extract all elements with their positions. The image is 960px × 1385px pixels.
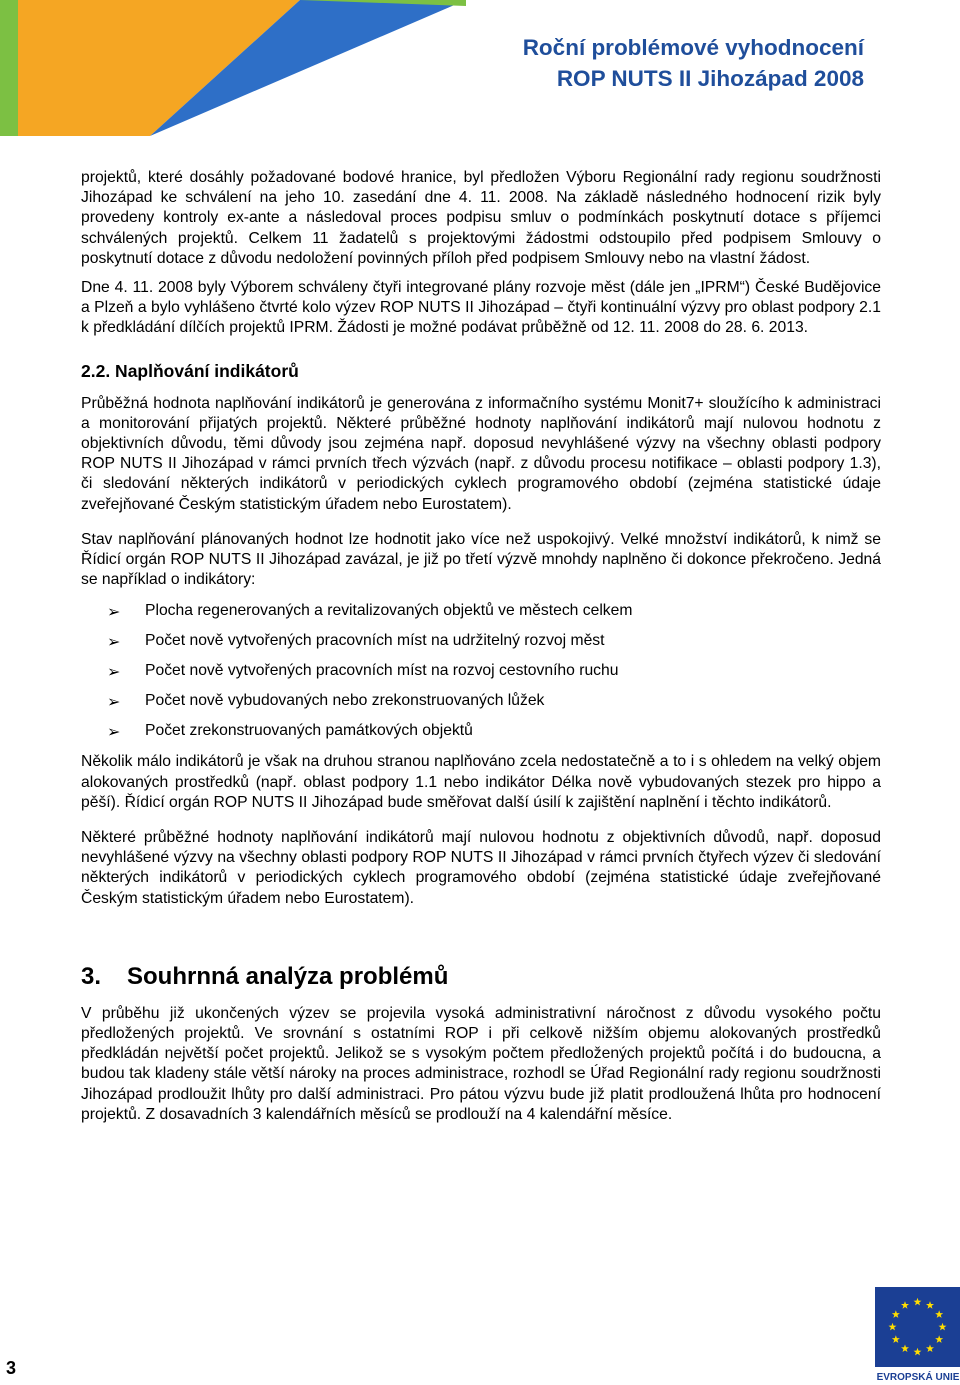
paragraph-1: projektů, které dosáhly požadované bodové hranice, byl předložen Výboru Regionální rady regionu soudržnosti Jihozápad ke schválení na jeho 10. zasedání dne 4. 11. 2008. Na základě následného hodnocení rizik byly provedeny kontroly ex-ante a následoval proces podpisu smluv o podmínkách poskytnutí dotace s příjemci schválených projektů. Celkem 11 žadatelů s projektovými žádostmi odstoupilo před podpisem Smlouvy o poskytnutí dotace z důvodu nedoložení povinných příloh před podpisem Smlouvy nebo na vlastní žádost. bbox=[81, 169, 881, 267]
paragraph-6: Některé průběžné hodnoty naplňování indikátorů mají nulovou hodnotu z objektivních důvodů, např. doposud nevyhlášené výzvy na všechny oblasti podpory ROP NUTS II Jihozápad v rámci prvních čtyřech výzev či sledování některých indikátorů v periodických cyklech programového období (zejména statistické údaje zveřejňované Českým statistickým úřadem nebo Eurostatem). bbox=[81, 829, 881, 907]
page-number: 3 bbox=[6, 1358, 17, 1378]
document-body bbox=[81, 168, 881, 1125]
list-item bbox=[81, 630, 881, 660]
list-item bbox=[81, 600, 881, 630]
header-title-line2: ROP NUTS II Jihozápad 2008 bbox=[556, 66, 864, 91]
paragraph-2: Dne 4. 11. 2008 byly Výborem schváleny čtyři integrované plány rozvoje měst (dále jen „IPRM“) České Budějovice a Plzeň a bylo vyhlášeno čtvrté kolo výzev ROP NUTS II Jihozápad – čtyři kontinuální výzvy pro oblast podpory 2.1 k předkládání dílčích projektů IPRM. Žádosti je možné podávat průběžně od 12. 11. 2008 do 28. 6. 2013. bbox=[81, 279, 881, 337]
paragraph-5: Několik málo indikátorů je však na druhou stranou naplňováno zcela nedostatečně a to i s ohledem na velký objem alokovaných prostředků (např. oblast podpory 1.1 nebo indikátor Délka nově vybudovaných stezek pro hippo a pěší). Řídicí orgán ROP NUTS II Jihozápad bude směřovat další úsilí k zajištění naplnění i těchto indikátorů. bbox=[81, 753, 881, 811]
header-title-line1: Roční problémové vyhodnocení bbox=[522, 35, 864, 60]
list-item-text: Počet nově vytvořených pracovních míst na rozvoj cestovního ruchu bbox=[145, 662, 619, 680]
list-item bbox=[81, 660, 881, 690]
list-item-text: Počet nově vytvořených pracovních míst na udržitelný rozvoj měst bbox=[145, 632, 605, 650]
list-item-text: Počet zrekonstruovaných památkových objektů bbox=[145, 722, 473, 740]
list-item-text: Počet nově vybudovaných nebo zrekonstruovaných lůžek bbox=[145, 692, 545, 710]
list-item-text: Plocha regenerovaných a revitalizovaných objektů ve městech celkem bbox=[145, 602, 633, 620]
arrow-bullet-icon: ➢ bbox=[107, 634, 121, 652]
eu-label: EVROPSKÁ UNIE bbox=[876, 1372, 960, 1383]
section-title: Souhrnná analýza problémů bbox=[127, 962, 449, 990]
indicator-list bbox=[81, 600, 881, 750]
paragraph-3: Průběžná hodnota naplňování indikátorů je generována z informačního systému Monit7+ sloužícího k administraci a monitorování přijatých projektů. Některé průběžné hodnoty naplňování indikátorů mají nulovou hodnotu z objektivních důvodu, těmi důvody jsou zejména např. doposud nevyhlášené výzvy na všechny oblasti podpory ROP NUTS II Jihozápad v rámci prvních třech výzvách (např. z důvodu procesu notifikace – oblasti podpory 1.3), či sledování některých indikátorů v periodických cyklech programového období (zejména statistické údaje zveřejňované Českým statistickým úřadem nebo Eurostatem). bbox=[81, 394, 881, 513]
arrow-bullet-icon: ➢ bbox=[107, 604, 121, 622]
list-item bbox=[81, 720, 881, 750]
paragraph-7: V průběhu již ukončených výzev se projevila vysoká administrativní náročnost z důvodu vysokého počtu předložených projektů. Ve srovnání s ostatními ROP i při celkově nižším objemu alokovaných prostředků předkládán největší počet projektů. Jelikož se s vysokým počtem předložených projektů počítá i do budoucna, a budou tak kladeny stále větší nároky na proces administrace, rozhodl se Úřad Regionální rady regionu soudržnosti Jihozápad prodloužit lhůty pro další administraci. Pro pátou výzvu bude již platit prodloužená lhůta pro hodnocení projektů. Z dosavadních 3 kalendářních měsíců se prodlouží na 4 kalendářní měsíce. bbox=[81, 1004, 881, 1123]
section-heading-3 bbox=[81, 962, 881, 992]
arrow-bullet-icon: ➢ bbox=[107, 694, 121, 712]
list-item bbox=[81, 690, 881, 720]
arrow-bullet-icon: ➢ bbox=[107, 724, 121, 742]
arrow-bullet-icon: ➢ bbox=[107, 664, 121, 682]
regional-logo-graphic bbox=[0, 0, 466, 136]
document-header bbox=[523, 32, 864, 94]
eu-flag-logo bbox=[869, 1281, 960, 1385]
section-number: 3. bbox=[81, 962, 102, 990]
section-heading-2-2: 2.2. Naplňování indikátorů bbox=[81, 360, 299, 381]
paragraph-4: Stav naplňování plánovaných hodnot lze hodnotit jako více než uspokojivý. Velké množství indikátorů, k nimž se Řídicí orgán ROP NUTS II Jihozápad zavázal, je již po třetí výzvě mnohdy naplněno či dokonce překročeno. Jedná se například o indikátory: bbox=[81, 530, 881, 589]
